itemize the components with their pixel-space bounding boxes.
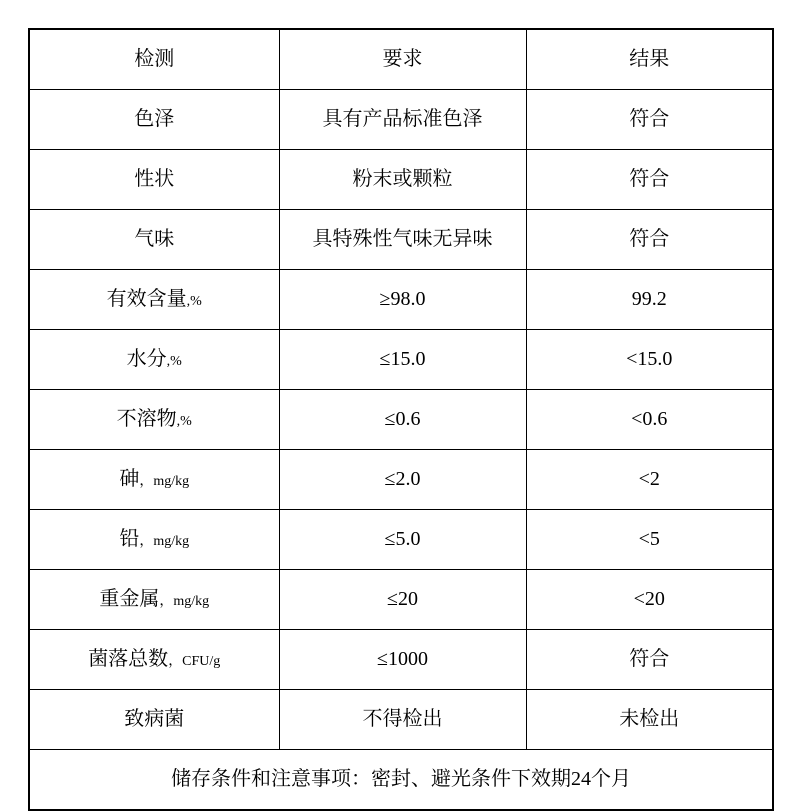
cell-requirement: 不得检出 <box>279 690 526 750</box>
storage-note: 储存条件和注意事项：密封、避光条件下效期24个月 <box>29 750 773 811</box>
cell-result: 符合 <box>526 90 773 150</box>
footnote-row <box>29 750 773 811</box>
header-cell-result: 结果 <box>526 29 773 90</box>
cell-item-name <box>29 390 279 450</box>
cell-requirement: ≥98.0 <box>279 270 526 330</box>
table-row <box>29 150 773 210</box>
cell-item-name <box>29 450 279 510</box>
cell-requirement: 具特殊性气味无异味 <box>279 210 526 270</box>
item-name-text: 性状 <box>134 168 175 190</box>
item-unit-text: ，CFU/g <box>168 654 221 669</box>
cell-result: 符合 <box>526 630 773 690</box>
header-cell-test: 检测 <box>29 29 279 90</box>
cell-item-name <box>29 210 279 270</box>
item-unit-text: ，mg/kg <box>139 474 190 489</box>
cell-requirement: ≤1000 <box>279 630 526 690</box>
cell-result: 未检出 <box>526 690 773 750</box>
table-body <box>29 29 773 810</box>
cell-requirement: ≤0.6 <box>279 390 526 450</box>
cell-result: <15.0 <box>526 330 773 390</box>
item-unit-text: ，mg/kg <box>139 534 190 549</box>
cell-item-name <box>29 330 279 390</box>
item-name-text: 气味 <box>134 228 175 250</box>
table-row <box>29 690 773 750</box>
table-row <box>29 270 773 330</box>
item-name-text: 菌落总数 <box>88 648 169 670</box>
item-name-text: 有效含量 <box>106 288 187 310</box>
item-unit-text: ，mg/kg <box>159 594 210 609</box>
cell-item-name <box>29 690 279 750</box>
item-name-text: 不溶物 <box>116 408 177 430</box>
cell-requirement: 粉末或颗粒 <box>279 150 526 210</box>
table-row <box>29 450 773 510</box>
item-name-text: 铅 <box>119 528 140 550</box>
cell-requirement: ≤15.0 <box>279 330 526 390</box>
cell-result: 99.2 <box>526 270 773 330</box>
item-name-text: 色泽 <box>134 108 175 130</box>
cell-item-name <box>29 270 279 330</box>
table-row <box>29 390 773 450</box>
specification-table <box>28 28 774 811</box>
table-row <box>29 510 773 570</box>
cell-result: <20 <box>526 570 773 630</box>
table-row <box>29 630 773 690</box>
item-name-text: 致病菌 <box>124 708 185 730</box>
item-unit-text: ,% <box>186 294 202 309</box>
table-header-row <box>29 29 773 90</box>
header-cell-requirement: 要求 <box>279 29 526 90</box>
cell-requirement: 具有产品标准色泽 <box>279 90 526 150</box>
cell-item-name <box>29 150 279 210</box>
cell-result: 符合 <box>526 210 773 270</box>
cell-requirement: ≤2.0 <box>279 450 526 510</box>
item-unit-text: ,% <box>166 354 182 369</box>
table-row <box>29 90 773 150</box>
cell-result: <0.6 <box>526 390 773 450</box>
table-row <box>29 210 773 270</box>
item-name-text: 重金属 <box>99 588 160 610</box>
cell-item-name <box>29 90 279 150</box>
item-name-text: 砷 <box>119 468 140 490</box>
cell-item-name <box>29 510 279 570</box>
cell-requirement: ≤5.0 <box>279 510 526 570</box>
cell-result: <2 <box>526 450 773 510</box>
cell-result: <5 <box>526 510 773 570</box>
item-name-text: 水分 <box>126 348 167 370</box>
cell-item-name <box>29 570 279 630</box>
table-row <box>29 330 773 390</box>
table-row <box>29 570 773 630</box>
cell-result: 符合 <box>526 150 773 210</box>
cell-requirement: ≤20 <box>279 570 526 630</box>
cell-item-name <box>29 630 279 690</box>
item-unit-text: ,% <box>176 414 192 429</box>
